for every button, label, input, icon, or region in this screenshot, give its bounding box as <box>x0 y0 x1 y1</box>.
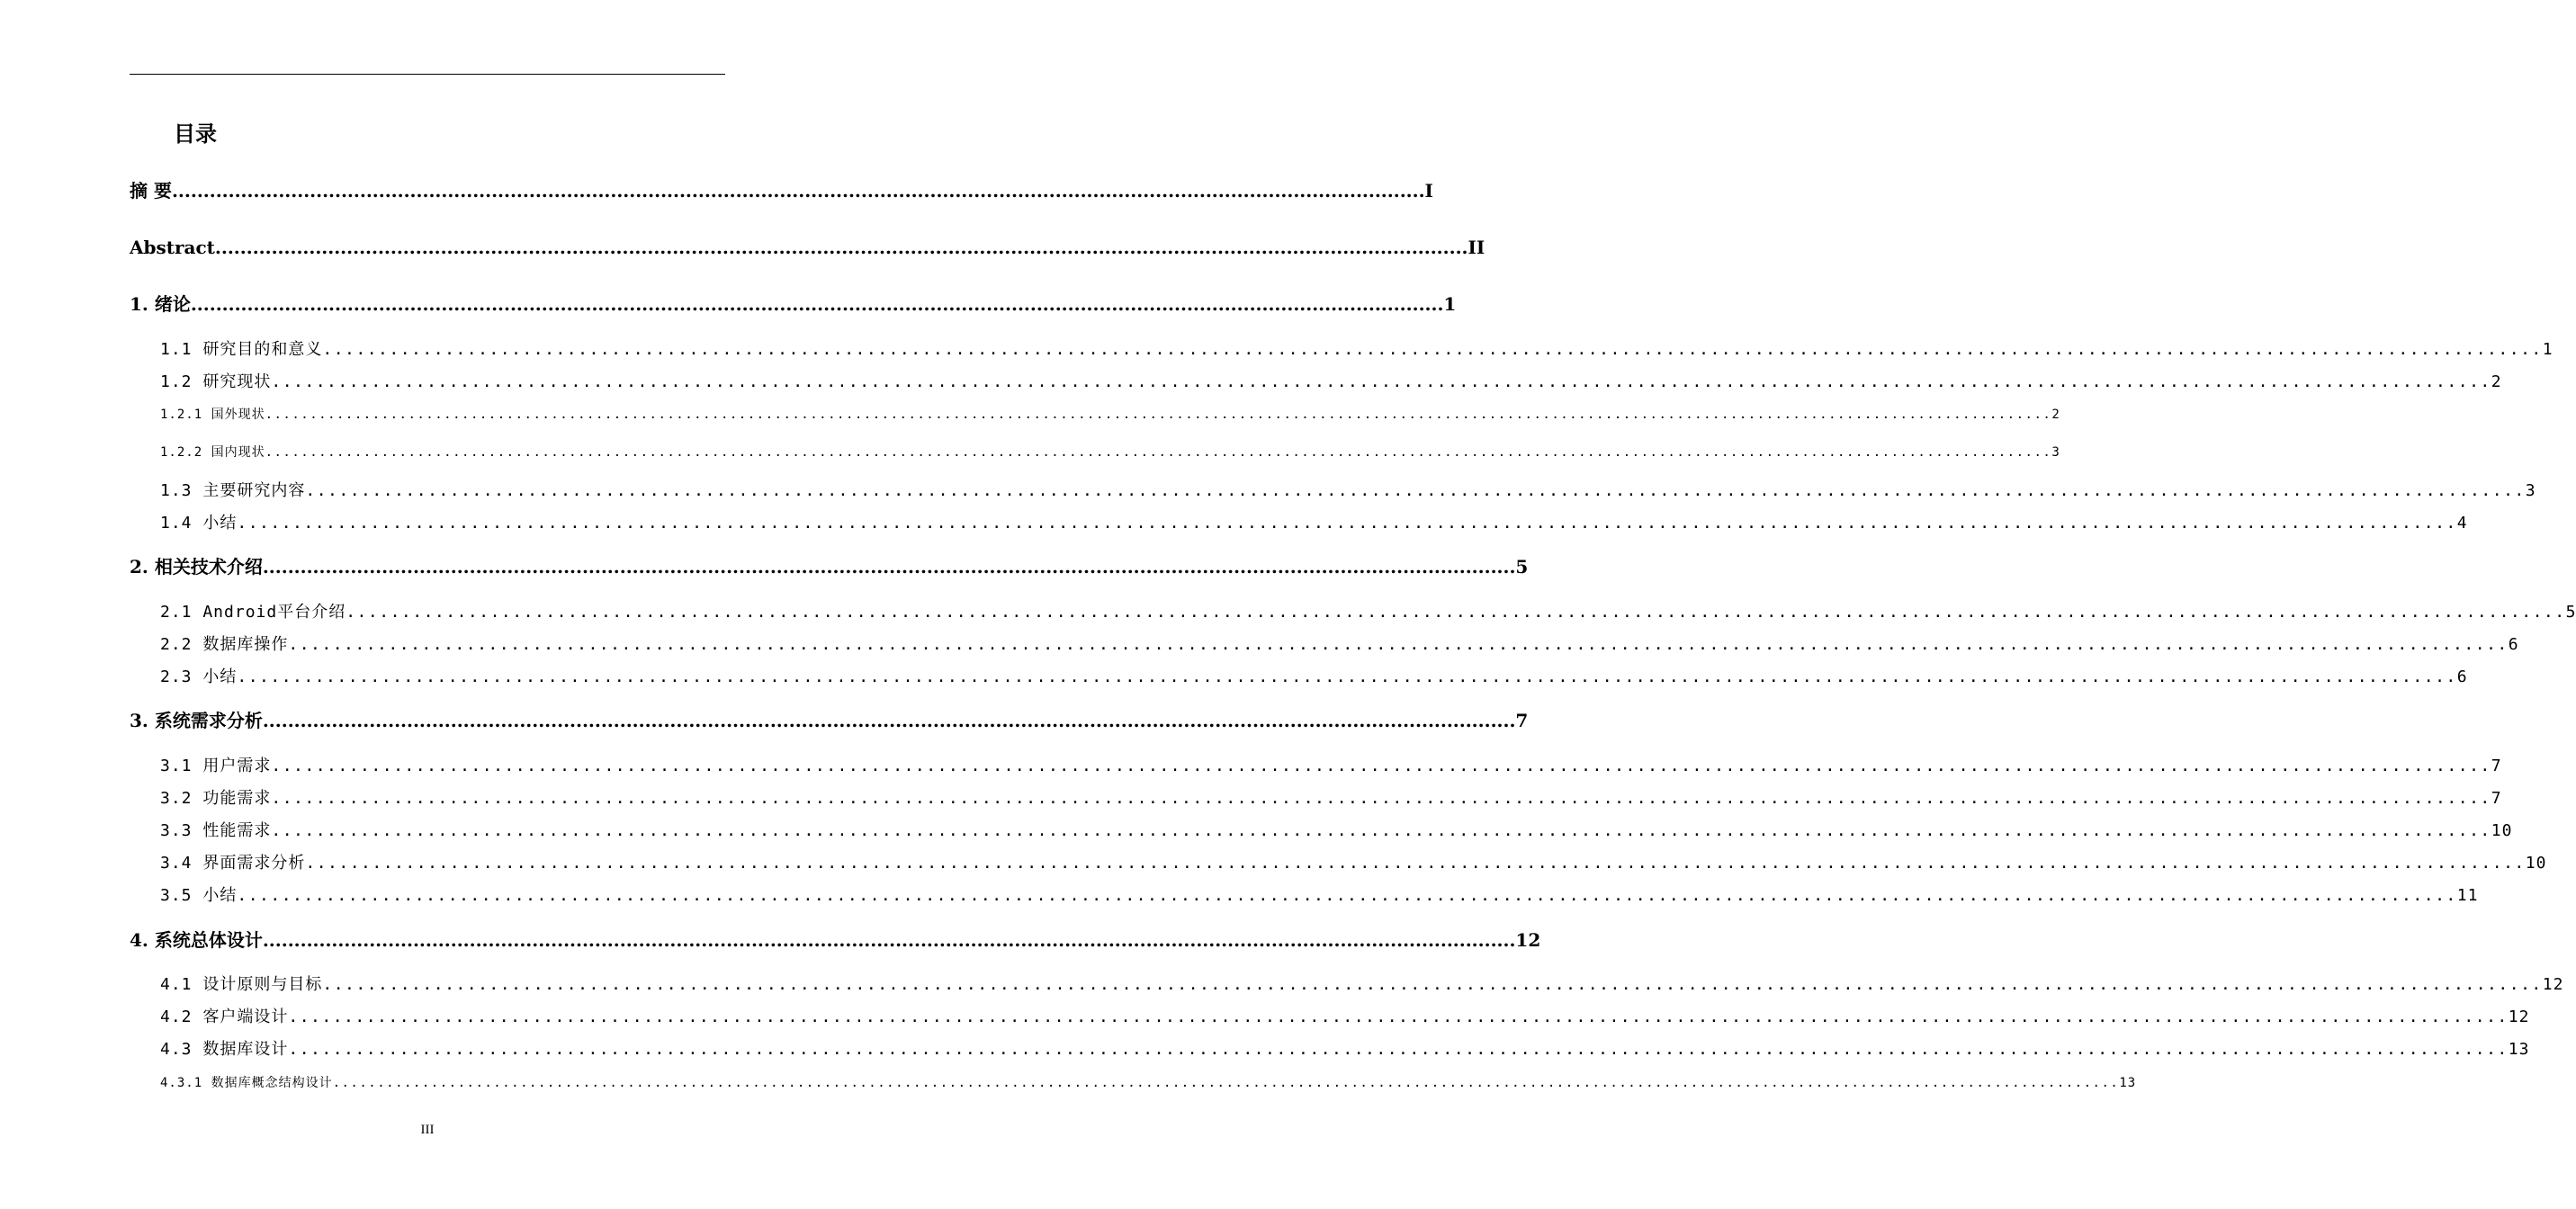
toc-entry-chapter-1[interactable] <box>130 291 1457 317</box>
toc-entry-4-1[interactable] <box>160 973 2564 997</box>
toc-entry-page: 6 <box>2456 667 2468 686</box>
toc-entry-label: 3.3 性能需求 <box>160 821 272 840</box>
toc-entry-page: 3 <box>2051 445 2060 460</box>
toc-entry-label: 摘 要 <box>130 180 172 202</box>
toc-entry-label: 2.1 Android平台介绍 <box>160 603 346 622</box>
toc-entry-label: 1. 绪论 <box>130 293 191 315</box>
dot-leader: ........................................................................................................................................................................................................ <box>305 481 2526 500</box>
toc-entry-page: 13 <box>2508 1040 2530 1059</box>
dot-leader: ........................................................................................................................................................................................................ <box>265 445 2052 460</box>
toc-entry-3-1[interactable] <box>160 755 2502 778</box>
toc-entry-page: 12 <box>1515 929 1541 951</box>
toc-entry-2-1[interactable] <box>160 601 2576 624</box>
dot-leader: ........................................................................................................................................................................................................ <box>271 821 2491 840</box>
toc-entry-page: 5 <box>2565 603 2576 622</box>
toc-entry-page: 5 <box>1515 556 1529 578</box>
toc-entry-abstract-en[interactable] <box>130 235 1485 260</box>
toc-entry-label: 3.5 小结 <box>160 886 238 905</box>
dot-leader: ........................................................................................................................................................................................................ <box>271 757 2491 775</box>
toc-entry-page: 2 <box>2051 407 2060 422</box>
toc-entry-label: 2. 相关技术介绍 <box>130 556 263 578</box>
toc-entry-label: 1.4 小结 <box>160 514 238 533</box>
toc-entry-2-3[interactable] <box>160 666 2468 689</box>
dot-leader: ........................................................................................................................................................................................................ <box>237 667 2457 686</box>
dot-leader: ........................................................................................................................................................................................................ <box>288 1040 2509 1059</box>
dot-leader: ........................................................................................................................................................................................................ <box>332 1076 2120 1090</box>
dot-leader: ........................................................................................................................................................................................................ <box>288 1008 2509 1026</box>
dot-leader: ........................................................................................................................................................................................................ <box>171 180 1425 202</box>
toc-entry-label: 3.1 用户需求 <box>160 757 272 775</box>
toc-entry-page: II <box>1468 237 1485 258</box>
toc-entry-page: 1 <box>1443 293 1457 315</box>
dot-leader: ........................................................................................................................................................................................................ <box>237 886 2457 905</box>
dot-leader: ........................................................................................................................................................................................................ <box>305 854 2526 873</box>
toc-entry-label: 2.3 小结 <box>160 667 238 686</box>
toc-entry-4-3-1[interactable] <box>160 1073 2137 1093</box>
toc-entry-label: 4.2 客户端设计 <box>160 1008 289 1026</box>
toc-entry-label: 1.1 研究目的和意义 <box>160 340 323 359</box>
toc-entry-1-3[interactable] <box>160 479 2536 503</box>
toc-entry-label: 4.3.1 数据库概念结构设计 <box>160 1076 333 1090</box>
toc-entry-label: Abstract <box>130 237 215 258</box>
dot-leader: ........................................................................................................................................................................................................ <box>265 407 2052 422</box>
toc-entry-page: 11 <box>2456 886 2479 905</box>
toc-entry-1-4[interactable] <box>160 512 2468 535</box>
toc-entry-3-2[interactable] <box>160 787 2502 810</box>
toc-entry-page: 7 <box>2491 789 2502 808</box>
toc-entry-label: 1.2.1 国外现状 <box>160 407 265 422</box>
toc-entry-page: 7 <box>1515 710 1529 731</box>
dot-leader: ........................................................................................................................................................................................................ <box>262 929 1516 951</box>
toc-entry-label: 3. 系统需求分析 <box>130 710 263 731</box>
toc-entry-chapter-2[interactable] <box>130 554 1529 579</box>
dot-leader: ........................................................................................................................................................................................................ <box>271 372 2491 391</box>
dot-leader: ........................................................................................................................................................................................................ <box>190 293 1444 315</box>
toc-entry-4-3[interactable] <box>160 1038 2530 1061</box>
toc-entry-1-2-2[interactable] <box>160 443 2060 462</box>
toc-entry-page: 3 <box>2525 481 2536 500</box>
dot-leader: ........................................................................................................................................................................................................ <box>237 514 2457 533</box>
toc-entry-label: 1.2.2 国内现状 <box>160 445 265 460</box>
dot-leader: ........................................................................................................................................................................................................ <box>271 789 2491 808</box>
toc-entry-page: 1 <box>2542 340 2554 359</box>
toc-entry-page: 10 <box>2525 854 2547 873</box>
toc-entry-page: 4 <box>2456 514 2468 533</box>
toc-entry-3-3[interactable] <box>160 819 2513 843</box>
toc-entry-chapter-3[interactable] <box>130 708 1529 733</box>
toc-entry-page: 2 <box>2491 372 2502 391</box>
toc-entry-label: 2.2 数据库操作 <box>160 635 289 654</box>
toc-entry-label: 3.4 界面需求分析 <box>160 854 306 873</box>
toc-entry-3-4[interactable] <box>160 852 2547 875</box>
toc-entry-page: 12 <box>2542 975 2564 994</box>
toc-entry-3-5[interactable] <box>160 884 2479 908</box>
toc-entry-page: 10 <box>2491 821 2513 840</box>
dot-leader: ........................................................................................................................................................................................................ <box>262 556 1516 578</box>
toc-entry-page: I <box>1424 180 1433 202</box>
toc-entry-label: 3.2 功能需求 <box>160 789 272 808</box>
page-number-footer: III <box>420 1123 435 1137</box>
toc-entry-label: 4.1 设计原则与目标 <box>160 975 323 994</box>
toc-entry-1-2-1[interactable] <box>160 405 2060 425</box>
toc-entry-label: 4. 系统总体设计 <box>130 929 263 951</box>
toc-entry-page: 7 <box>2491 757 2502 775</box>
toc-entry-1-1[interactable] <box>160 338 2554 362</box>
toc-entry-label: 1.3 主要研究内容 <box>160 481 306 500</box>
dot-leader: ........................................................................................................................................................................................................ <box>346 603 2566 622</box>
toc-entry-4-2[interactable] <box>160 1006 2530 1029</box>
toc-entry-2-2[interactable] <box>160 633 2519 657</box>
toc-entry-page: 6 <box>2508 635 2519 654</box>
toc-entry-chapter-4[interactable] <box>130 927 1541 953</box>
dot-leader: ........................................................................................................................................................................................................ <box>322 975 2543 994</box>
toc-entry-label: 1.2 研究现状 <box>160 372 272 391</box>
toc-title: 目录 <box>174 121 217 147</box>
toc-entry-abstract-cn[interactable] <box>130 178 1433 203</box>
toc-entry-page: 12 <box>2508 1008 2530 1026</box>
header-rule <box>130 74 725 75</box>
dot-leader: ........................................................................................................................................................................................................ <box>322 340 2543 359</box>
toc-entry-page: 13 <box>2119 1076 2137 1090</box>
dot-leader: ........................................................................................................................................................................................................ <box>262 710 1516 731</box>
dot-leader: ........................................................................................................................................................................................................ <box>288 635 2509 654</box>
dot-leader: ........................................................................................................................................................................................................ <box>214 237 1468 258</box>
toc-entry-label: 4.3 数据库设计 <box>160 1040 289 1059</box>
toc-entry-1-2[interactable] <box>160 371 2502 394</box>
